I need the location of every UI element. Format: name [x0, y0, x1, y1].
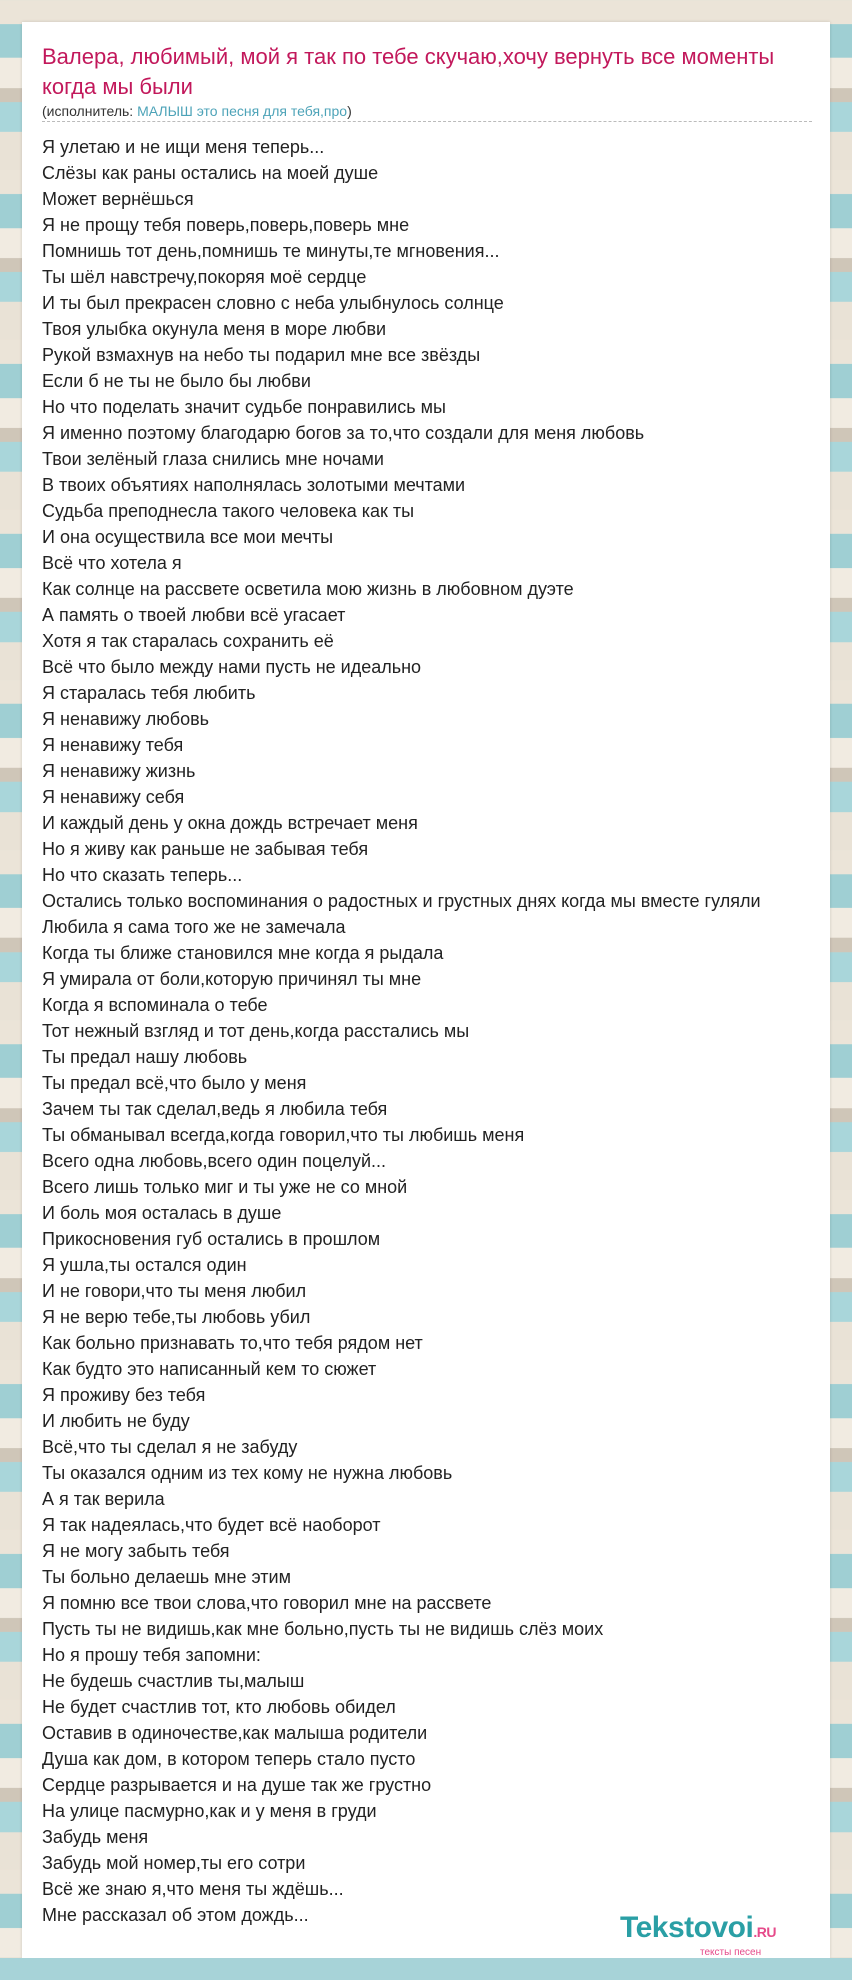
performer-prefix: (исполнитель:: [42, 103, 138, 119]
lyric-line: На улице пасмурно,как и у меня в груди: [42, 1801, 377, 1821]
performer-link[interactable]: МАЛЫШ: [137, 103, 193, 119]
lyric-line: Ты больно делаешь мне этим: [42, 1567, 291, 1587]
lyric-line: Любила я сама того же не замечала: [42, 917, 346, 937]
lyric-line: Я ненавижу любовь: [42, 709, 210, 729]
lyric-line: Но что сказать теперь...: [42, 865, 243, 885]
lyric-line: Твои зелёный глаза снились мне ночами: [42, 449, 384, 469]
lyric-line: Всего одна любовь,всего один поцелуй...: [42, 1151, 387, 1171]
lyric-line: Ты предал всё,что было у меня: [42, 1073, 307, 1093]
performer-line: [42, 102, 812, 122]
lyric-line: Я ушла,ты остался один: [42, 1255, 247, 1275]
lyric-line: Ты предал нашу любовь: [42, 1047, 248, 1067]
lyric-line: Как будто это написанный кем то сюжет: [42, 1359, 377, 1379]
lyric-line: Не будешь счастлив ты,малыш: [42, 1671, 305, 1691]
lyric-line: Я улетаю и не ищи меня теперь...: [42, 137, 325, 157]
lyric-line: Когда я вспоминала о тебе: [42, 995, 268, 1015]
logo-tld: .RU: [753, 1924, 776, 1940]
lyric-line: И любить не буду: [42, 1411, 190, 1431]
lyric-line: А память о твоей любви всё угасает: [42, 605, 346, 625]
lyric-line: А я так верила: [42, 1489, 165, 1509]
lyric-line: Остались только воспоминания о радостных и грустных днях когда мы вместе гуляли: [42, 891, 761, 911]
lyric-line: Пусть ты не видишь,как мне больно,пусть ты не видишь слёз моих: [42, 1619, 604, 1639]
lyric-line: Забудь меня: [42, 1827, 149, 1847]
lyric-line: И боль моя осталась в душе: [42, 1203, 282, 1223]
lyric-line: Всё что хотела я: [42, 553, 182, 573]
lyric-line: Я ненавижу тебя: [42, 735, 184, 755]
performer-suffix: ): [347, 103, 352, 119]
lyric-line: Я помню все твои слова,что говорил мне на рассвете: [42, 1593, 492, 1613]
lyric-line: Хотя я так старалась сохранить её: [42, 631, 334, 651]
lyric-line: Как больно признавать то,что тебя рядом нет: [42, 1333, 423, 1353]
lyric-line: Но я живу как раньше не забывая тебя: [42, 839, 369, 859]
lyric-line: Я так надеялась,что будет всё наоборот: [42, 1515, 381, 1535]
lyric-line: Мне рассказал об этом дождь...: [42, 1905, 309, 1925]
lyric-line: Сердце разрывается и на душе так же грустно: [42, 1775, 432, 1795]
lyric-line: И она осуществила все мои мечты: [42, 527, 334, 547]
lyric-line: И ты был прекрасен словно с неба улыбнулось солнце: [42, 293, 504, 313]
lyric-line: Ты оказался одним из тех кому не нужна любовь: [42, 1463, 453, 1483]
lyric-line: Если б не ты не было бы любви: [42, 371, 311, 391]
lyric-line: Может вернёшься: [42, 189, 194, 209]
lyric-line: Я не прощу тебя поверь,поверь,поверь мне: [42, 215, 410, 235]
lyric-line: Как солнце на рассвете осветила мою жизнь в любовном дуэте: [42, 579, 574, 599]
lyric-line: Всё,что ты сделал я не забуду: [42, 1437, 298, 1457]
bottom-strip: [0, 1958, 852, 1980]
lyric-line: Когда ты ближе становился мне когда я рыдала: [42, 943, 444, 963]
lyric-line: Помнишь тот день,помнишь те минуты,те мгновения...: [42, 241, 500, 261]
lyric-line: Но что поделать значит судьбе понравились мы: [42, 397, 446, 417]
lyric-line: Я ненавижу себя: [42, 787, 185, 807]
lyric-line: Я ненавижу жизнь: [42, 761, 196, 781]
lyric-line: Прикосновения губ остались в прошлом: [42, 1229, 381, 1249]
lyric-line: Слёзы как раны остались на моей душе: [42, 163, 379, 183]
lyric-line: Тот нежный взгляд и тот день,когда расстались мы: [42, 1021, 470, 1041]
logo-tagline: тексты песен: [700, 1947, 762, 1958]
lyric-line: В твоих объятиях наполнялась золотыми мечтами: [42, 475, 466, 495]
lyric-line: Всего лишь только миг и ты уже не со мной: [42, 1177, 408, 1197]
song-link[interactable]: это песня для тебя,про: [196, 103, 348, 119]
lyric-line: Я старалась тебя любить: [42, 683, 256, 703]
logo-name: Tekstovoi: [620, 1911, 754, 1944]
site-logo[interactable]: [620, 1912, 830, 1958]
lyric-line: Я именно поэтому благодарю богов за то,что создали для меня любовь: [42, 423, 645, 443]
lyric-line: Я не могу забыть тебя: [42, 1541, 230, 1561]
lyric-line: Оставив в одиночестве,как малыша родители: [42, 1723, 428, 1743]
lyric-line: Ты обманывал всегда,когда говорил,что ты любишь меня: [42, 1125, 525, 1145]
lyric-line: И каждый день у окна дождь встречает меня: [42, 813, 418, 833]
lyrics-text: [42, 134, 852, 1928]
lyric-line: Я не верю тебе,ты любовь убил: [42, 1307, 311, 1327]
lyric-line: И не говори,что ты меня любил: [42, 1281, 307, 1301]
lyric-line: Я проживу без тебя: [42, 1385, 206, 1405]
song-title: Валера, любимый, мой я так по тебе скучаю,хочу вернуть все моменты когда мы были: [42, 44, 775, 99]
lyric-line: Всё же знаю я,что меня ты ждёшь...: [42, 1879, 344, 1899]
lyric-line: Ты шёл навстречу,покоряя моё сердце: [42, 267, 367, 287]
content-card: [22, 22, 830, 1958]
lyric-line: Не будет счастлив тот, кто любовь обидел: [42, 1697, 396, 1717]
lyric-line: Зачем ты так сделал,ведь я любила тебя: [42, 1099, 388, 1119]
lyric-line: Твоя улыбка окунула меня в море любви: [42, 319, 387, 339]
lyric-line: Рукой взмахнув на небо ты подарил мне все звёзды: [42, 345, 481, 365]
lyric-line: Душа как дом, в котором теперь стало пусто: [42, 1749, 416, 1769]
lyric-line: Судьба преподнесла такого человека как ты: [42, 501, 415, 521]
lyric-line: Забудь мой номер,ты его сотри: [42, 1853, 306, 1873]
lyric-line: Всё что было между нами пусть не идеально: [42, 657, 422, 677]
lyric-line: Я умирала от боли,которую причинял ты мне: [42, 969, 422, 989]
lyric-line: Но я прошу тебя запомни:: [42, 1645, 261, 1665]
